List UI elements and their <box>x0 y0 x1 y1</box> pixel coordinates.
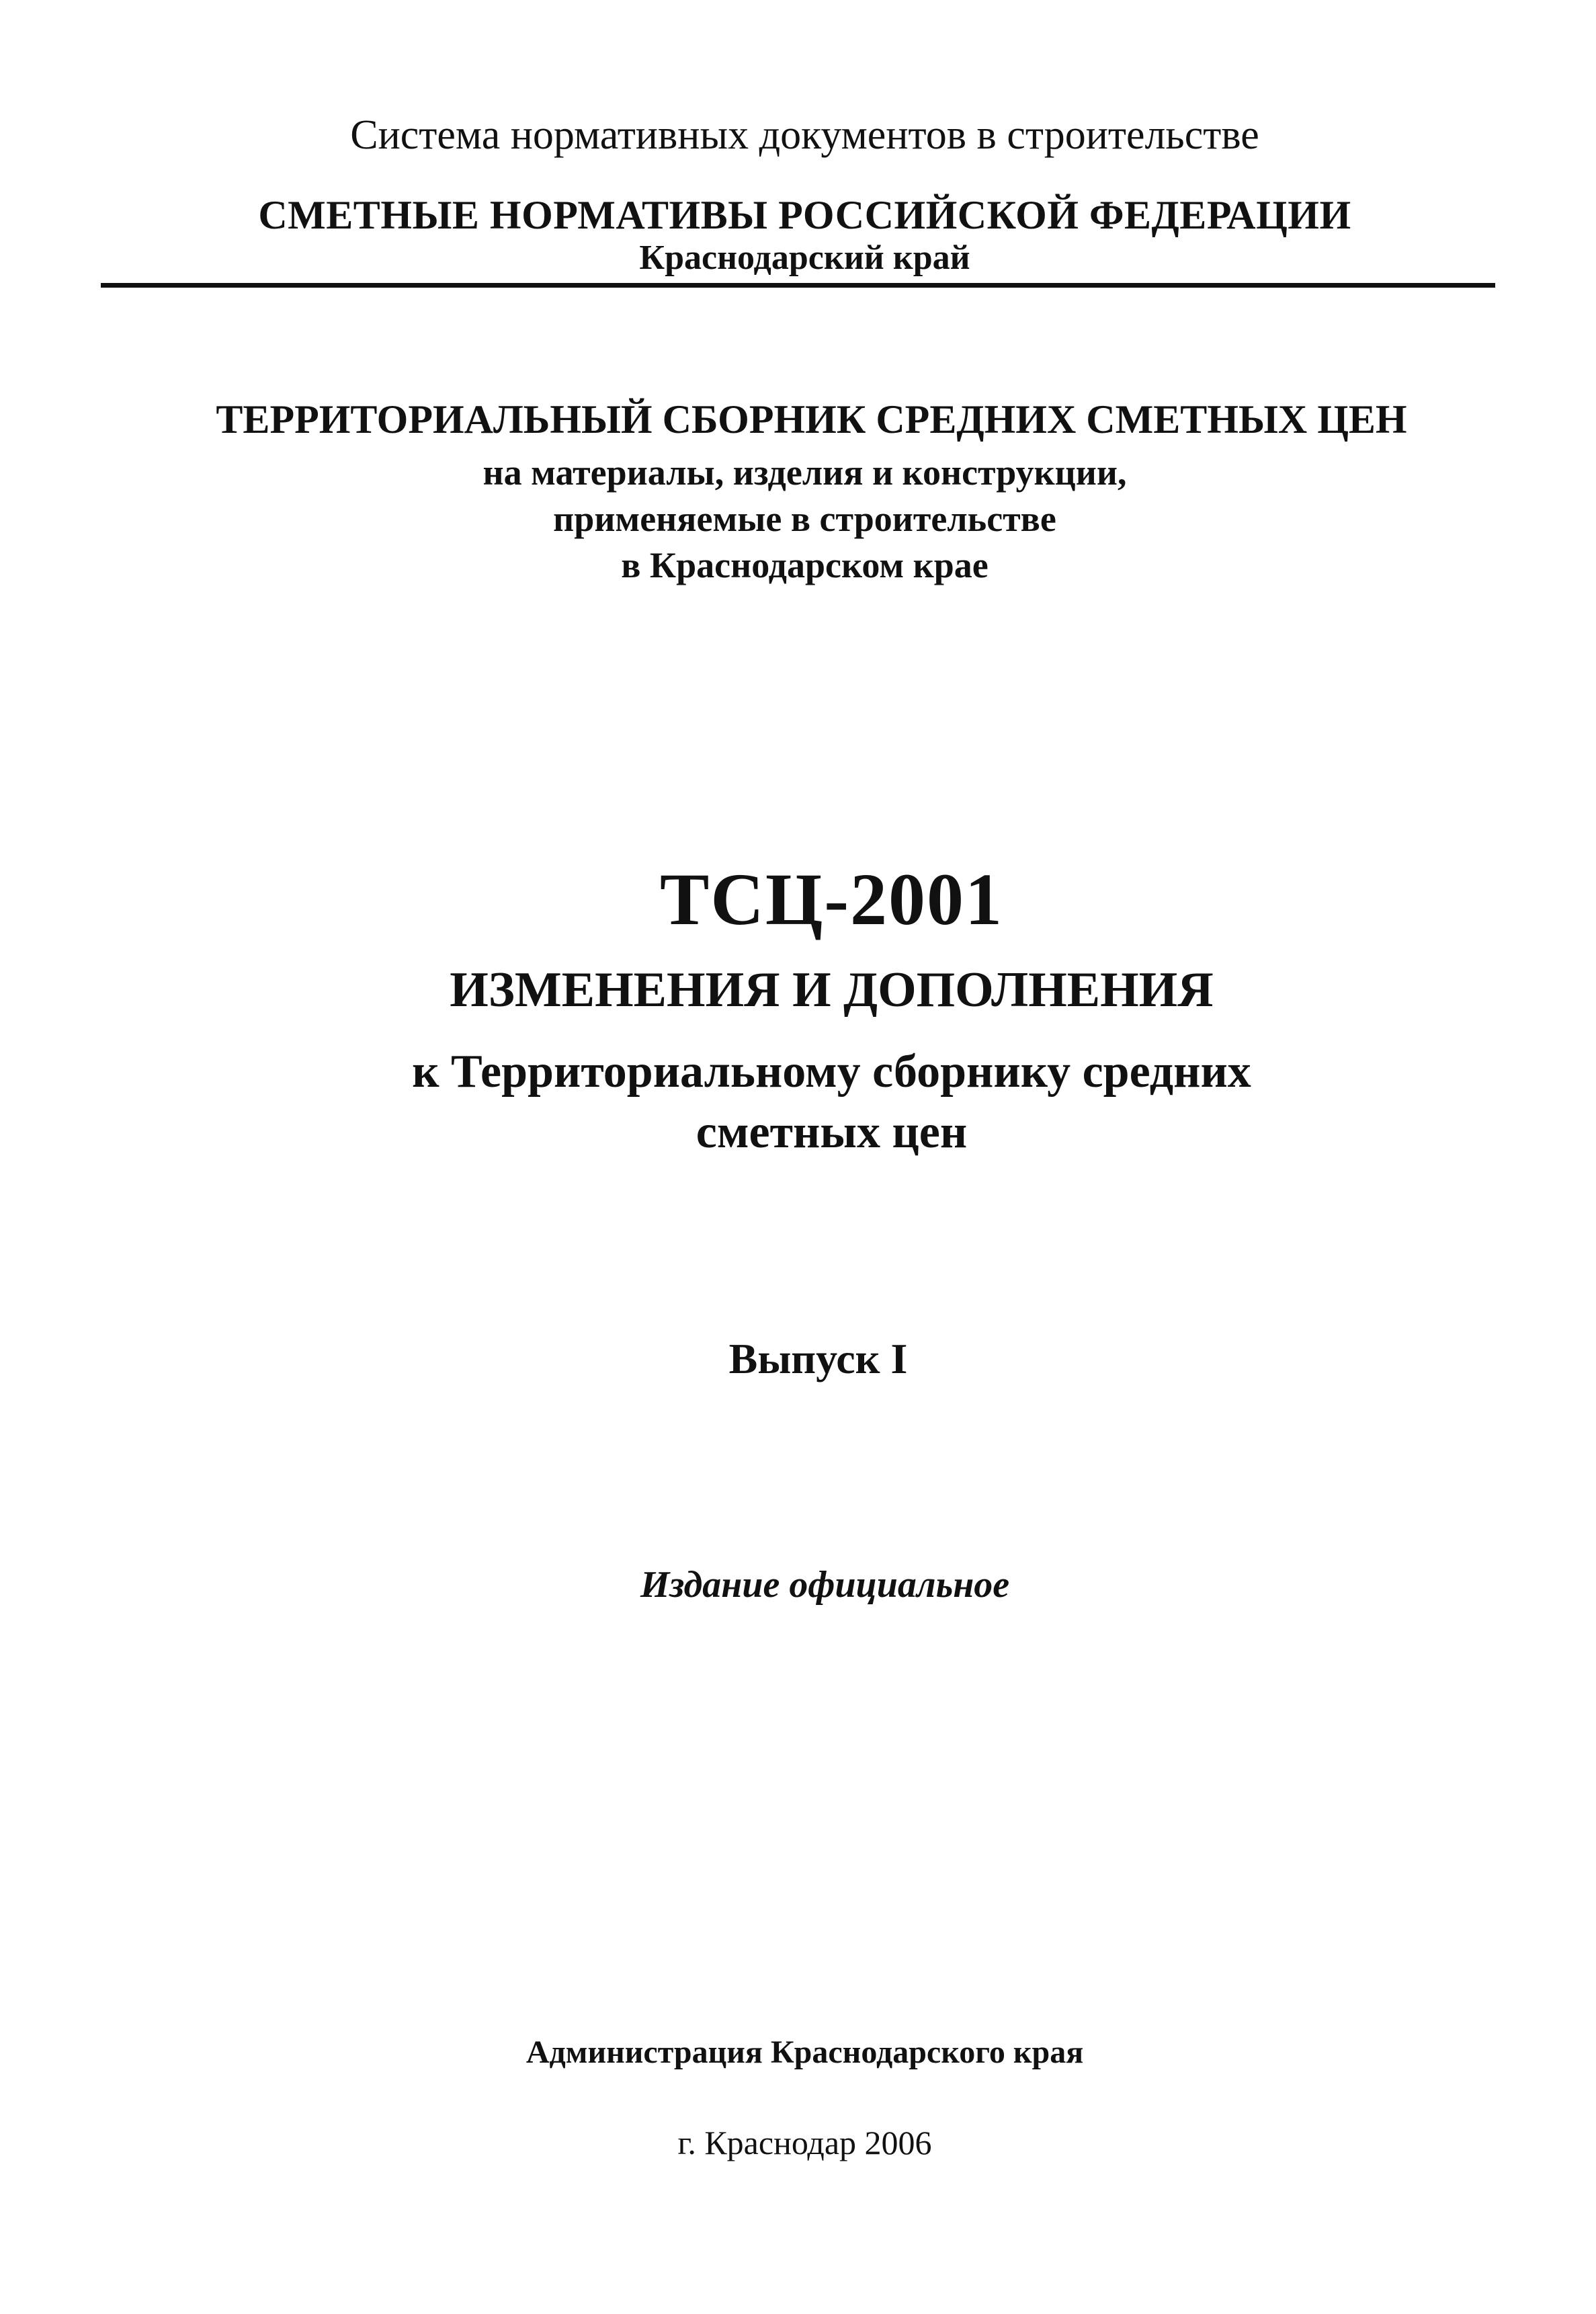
system-line: Система нормативных документов в строительстве <box>350 112 1259 158</box>
place-year: г. Краснодар 2006 <box>677 2124 932 2161</box>
region-label: Краснодарский край <box>639 239 970 277</box>
collection-subtitle-line: на материалы, изделия и конструкции, <box>482 452 1127 493</box>
collection-subtitle-line: в Краснодарском крае <box>621 545 989 585</box>
changes-title: ИЗМЕНЕНИЯ И ДОПОЛНЕНИЯ <box>450 962 1214 1018</box>
changes-subtitle-line: к Территориальному сборнику средних <box>412 1046 1251 1098</box>
document-code: ТСЦ-2001 <box>660 858 1003 940</box>
collection-subtitle-line: применяемые в строительстве <box>553 499 1056 539</box>
series-title: СМЕТНЫЕ НОРМАТИВЫ РОССИЙСКОЙ ФЕДЕРАЦИИ <box>258 193 1351 237</box>
issue-label: Выпуск I <box>728 1335 908 1382</box>
collection-title: ТЕРРИТОРИАЛЬНЫЙ СБОРНИК СРЕДНИХ СМЕТНЫХ ЦЕН <box>216 397 1407 442</box>
publisher: Администрация Краснодарского края <box>526 2034 1084 2070</box>
header-divider <box>101 283 1495 288</box>
edition-label: Издание официальное <box>640 1564 1010 1606</box>
changes-subtitle-line: сметных цен <box>696 1106 968 1158</box>
